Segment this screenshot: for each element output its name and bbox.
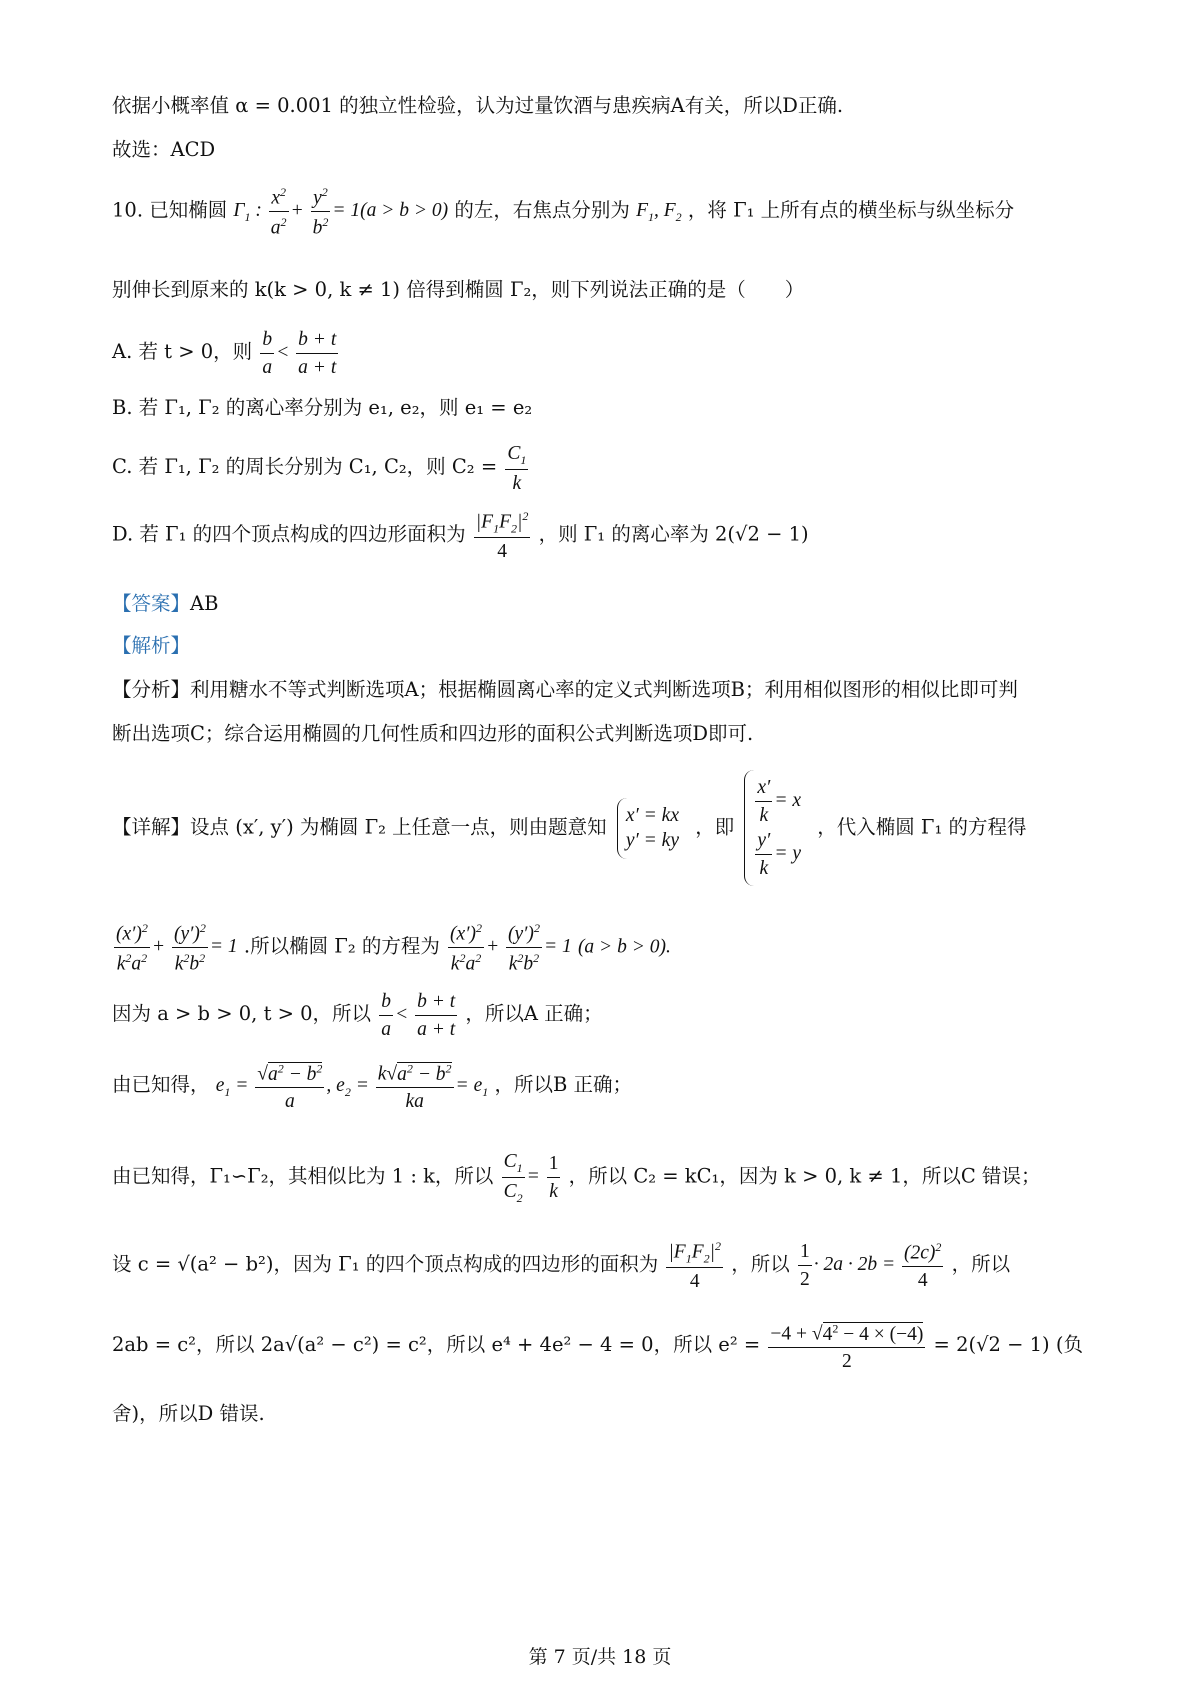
- q10-tail: ，将 Γ₁ 上所有点的横坐标与纵坐标分: [687, 198, 1015, 222]
- option-b: B. 若 Γ₁, Γ₂ 的离心率分别为 e₁, e₂，则 e₁ = e₂: [112, 396, 533, 419]
- last-text-a: 2ab = c²，所以 2a√(a² − c²) = c²，所以 e⁴ + 4e² − 4 = 0，所以 e² =: [112, 1333, 761, 1357]
- because-text-b: ，所以A 正确；: [465, 1001, 603, 1025]
- answer: [112, 594, 218, 614]
- area-text-a: 设 c = √(a² − b²)，因为 Γ₁ 的四个顶点构成的四边形的面积为: [112, 1252, 659, 1276]
- option-d: [112, 510, 809, 562]
- question-10-line-1: [112, 186, 1014, 238]
- xiangjie-text-1c: ，代入椭圆 Γ₁ 的方程得: [817, 815, 1027, 839]
- fenxi-text-1: 利用糖水不等式判断选项A；根据椭圆离心率的定义式判断选项B；利用相似图形的相似比即可判: [190, 678, 1018, 701]
- fenxi-tag: 【分析】: [112, 678, 191, 701]
- option-d-label: D. 若 Γ₁ 的四个顶点构成的四边形面积为: [112, 522, 466, 546]
- question-10-line-2: 别伸长到原来的 k(k > 0, k ≠ 1) 倍得到椭圆 Γ₂，则下列说法正确的是（ ）: [112, 278, 805, 301]
- end-line: 舍)，所以D 错误.: [112, 1402, 265, 1425]
- xiangjie-text-1a: 设点 (x′, y′) 为椭圆 Γ₂ 上任意一点，则由题意知: [190, 815, 607, 839]
- ecc-formula: $e_1$ = $\frac{√a^2 - b^2}{a}$ , $e_2$ = $\frac{k√a^2 - b^2}{ka}$ = $e_1$: [215, 1061, 489, 1112]
- option-d-formula: $\frac{|F_1F_2|^2}{4}$: [475, 509, 529, 563]
- system-1: x′ = kx y′ = ky: [617, 798, 685, 859]
- q10-head: 10. 已知椭圆: [112, 198, 228, 222]
- xiangjie-line-1: [112, 770, 1026, 886]
- area-formula-1: $\frac{|F_1F_2|^2}{4}$: [668, 1239, 722, 1293]
- equation-line: [112, 922, 671, 974]
- ecc-text-a: 由已知得，: [112, 1073, 210, 1097]
- option-c-label: C. 若 Γ₁, Γ₂ 的周长分别为 C₁, C₂，则 C₂ =: [112, 455, 498, 479]
- foci-label: $F_1$, $F_2$: [636, 200, 682, 225]
- because-line: [112, 992, 603, 1039]
- sim-text-b: ，所以 C₂ = kC₁，因为 k > 0, k ≠ 1，所以C 错误；: [568, 1164, 1041, 1188]
- last-line: [112, 1322, 1083, 1372]
- because-formula: $\frac{b}{a}$ < $\frac{b + t}{a + t}$: [381, 991, 456, 1040]
- sim-formula: $\frac{C_1}{C_2}$ = $\frac{1}{k}$: [503, 1151, 559, 1205]
- option-c-formula: $\frac{C_1}{k}$: [507, 443, 527, 494]
- xiangjie-text-1b: ，即: [695, 815, 735, 839]
- answer-value: AB: [190, 592, 219, 615]
- eq-left: $\frac{(x')^2}{k^2a^2}$ + $\frac{(y')^2}{k^2b^2}$ = 1: [116, 921, 238, 975]
- option-c: [112, 444, 530, 493]
- xiangjie-tag: 【详解】: [112, 815, 191, 839]
- option-a: [112, 330, 340, 377]
- because-text-a: 因为 a > b > 0, t > 0，所以: [112, 1001, 372, 1025]
- similarity-line: [112, 1152, 1041, 1204]
- area-text-c: ，所以: [951, 1252, 1011, 1276]
- answer-tag: 【答案】: [112, 592, 191, 615]
- last-text-b: = 2(√2 − 1) (负: [933, 1333, 1083, 1357]
- fenxi-line-2: 断出选项C；综合运用椭圆的几何性质和四边形的面积公式判断选项D即可.: [112, 722, 754, 745]
- eccentricity-line: [112, 1062, 632, 1112]
- line-2: 故选：ACD: [112, 138, 216, 161]
- eq-right: $\frac{(x')^2}{k^2a^2}$ + $\frac{(y')^2}{k^2b^2}$ = 1: [450, 921, 572, 975]
- line-1: 依据小概率值 α = 0.001 的独立性检验，认为过量饮酒与患疾病A有关，所以D正确.: [112, 94, 844, 117]
- sim-text-a: 由已知得，Γ₁∽Γ₂，其相似比为 1 : k，所以: [112, 1164, 494, 1188]
- page-footer: 第 7 页/共 18 页: [528, 1646, 672, 1668]
- eq-line-tail: (a > b > 0).: [577, 936, 671, 958]
- analysis-tag: 【解析】: [112, 634, 191, 657]
- eq-line-text: .所以椭圆 Γ₂ 的方程为: [243, 934, 440, 958]
- ecc-text-b: ，所以B 正确；: [494, 1073, 632, 1097]
- option-a-label: A. 若 t > 0，则: [112, 339, 253, 363]
- option-d-tail: ，则 Γ₁ 的离心率为 2(√2 − 1): [538, 522, 809, 546]
- q10-mid: 的左，右焦点分别为: [454, 198, 630, 222]
- area-line: [112, 1240, 1010, 1292]
- fenxi-line-1: [112, 680, 1018, 700]
- ellipse-equation: $\Gamma_1$ : $\frac{x^2}{a^2}$ + $\frac{y^2}{b^2}$ = 1(a > b > 0): [233, 185, 449, 239]
- option-a-formula: $\frac{b}{a}$ < $\frac{b + t}{a + t}$: [262, 329, 337, 378]
- area-text-b: ，所以: [731, 1252, 790, 1276]
- area-formula-2: $\frac{1}{2}$ · 2a · 2b = $\frac{(2c)^2}{4}$: [799, 1240, 942, 1292]
- system-2: $\frac{x'}{k}$ = x $\frac{y'}{k}$ = y: [744, 770, 807, 886]
- last-formula: $\frac{-4 + √4^2 - 4 \times (-4)}{2}$: [770, 1321, 924, 1372]
